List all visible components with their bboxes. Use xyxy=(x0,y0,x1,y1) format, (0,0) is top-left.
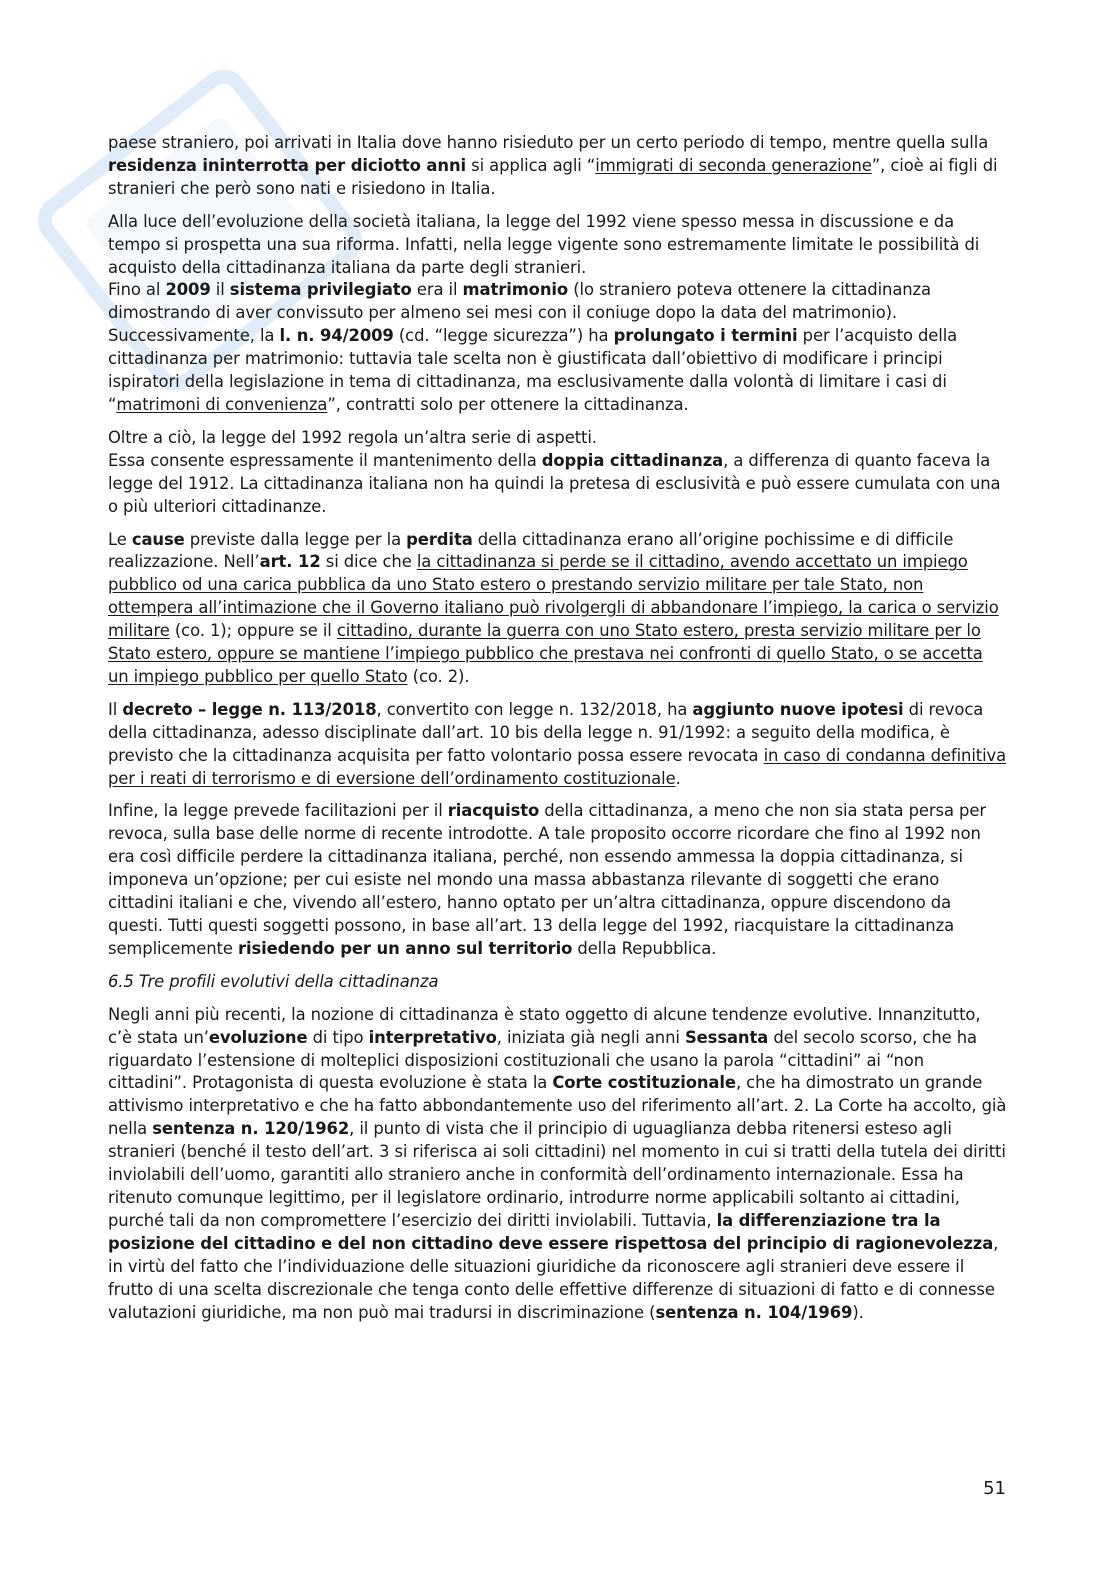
paragraph-p8 xyxy=(108,800,1008,960)
paragraph-p9 xyxy=(108,1004,1008,1325)
text-run: Corte costituzionale xyxy=(552,1073,736,1093)
text-run: Essa consente espressamente il mantenimento della xyxy=(108,450,542,470)
paragraph-p5 xyxy=(108,450,1008,519)
text-run: Infine, la legge prevede facilitazioni per il xyxy=(108,801,448,821)
text-run: art. 12 xyxy=(259,552,321,572)
text-run: , convertito con legge n. 132/2018, ha xyxy=(376,699,693,719)
text-run: , a differenza di quanto faceva la legge del 1912. La cittadinanza italiana non ha quindi la pretesa di esclusività e può essere cumulata con una o più ulteriori cittadinanze. xyxy=(108,450,1001,516)
text-run: aggiunto nuove ipotesi xyxy=(692,699,904,719)
text-run: decreto – legge n. 113/2018 xyxy=(122,699,377,719)
text-run: matrimonio xyxy=(462,280,569,300)
text-run: Oltre a ciò, la legge del 1992 regola un’altra serie di aspetti. xyxy=(108,427,597,447)
text-run: risiedendo per un anno sul territorio xyxy=(237,938,573,958)
text-run: Negli anni più recenti, la nozione di cittadinanza è stato oggetto di alcune tendenze evolutive. Innanzitutto, c’è stata un’ xyxy=(108,1004,981,1047)
paragraph-p1 xyxy=(108,132,1008,201)
text-run: di revoca della cittadinanza, adesso disciplinate dall’art. 10 bis della legge n. 91/1992: a seguito della modifica, è previsto che la cittadinanza acquisita per fatto volontario possa essere revocata xyxy=(108,699,984,765)
text-run: paese straniero, poi arrivati in Italia dove hanno risieduto per un certo periodo di tempo, mentre quella sulla xyxy=(108,133,989,152)
paragraph-list xyxy=(108,132,1008,961)
text-run: Fino al xyxy=(108,280,166,300)
text-run: (co. 2). xyxy=(407,666,470,686)
text-run: l. n. 94/2009 xyxy=(279,326,394,346)
paragraph-p6 xyxy=(108,529,1008,689)
text-run: residenza ininterrotta per diciotto anni xyxy=(108,155,467,175)
text-run: interpretativo xyxy=(368,1027,497,1047)
text-run: ”, contratti solo per ottenere la cittadinanza. xyxy=(327,394,689,414)
text-run: , in virtù del fatto che l’individuazione delle situazioni giuridiche da riconoscere agli stranieri deve essere il frutto di una scelta discrezionale che tenga conto delle effettive differenze di situazioni di fatto e di connesse valutazioni giuridiche, ma non può mai tradursi in discriminazione ( xyxy=(108,1233,999,1322)
page-number: 51 xyxy=(983,1478,1006,1499)
text-run: ”, cioè ai figli di stranieri che però sono nati e risiedono in Italia. xyxy=(108,155,998,198)
text-run: si dice che xyxy=(320,552,417,572)
text-run: , iniziata già negli anni xyxy=(496,1027,685,1047)
text-run: della cittadinanza erano all’origine pochissime e di difficile realizzazione. Nell’ xyxy=(108,529,954,572)
text-run: si applica agli “ xyxy=(466,155,596,175)
text-run: 2009 xyxy=(165,280,211,300)
section-heading: 6.5 Tre profili evolutivi della cittadinanza xyxy=(108,971,439,991)
text-run: perdita xyxy=(406,529,473,549)
paragraph-p2 xyxy=(108,211,1008,280)
text-run: ). xyxy=(852,1302,864,1322)
text-run: sentenza n. 120/1962 xyxy=(152,1119,350,1139)
text-run: della cittadinanza, a meno che non sia stata persa per revoca, sulla base delle norme di recente introdotte. A tale proposito occorre ricordare che fino al 1992 non era così difficile perdere la cittadinanza italiana, perché, non essendo ammessa la doppia cittadinanza, si imponeva un’opzione; per cui esiste nel mondo una massa abbastanza rilevante di soggetti che erano cittadini italiani e che, vivendo all’estero, hanno optato per un’altra cittadinanza, oppure discendono da questi. Tutti questi soggetti possono, in base all’art. 13 della legge del 1992, riacquistare la cittadinanza semplicemente xyxy=(108,801,986,958)
paragraph-p4 xyxy=(108,427,1008,450)
text-run: la cittadinanza si perde se il cittadino, avendo accettato un impiego pubblico od una carica pubblica da uno Stato estero o prestando servizio militare per tale Stato, non ottempera all’intimazione che il Governo italiano può rivolgergli di abbandonare l’impiego, la carica o servizio militare xyxy=(108,552,999,641)
text-run: doppia cittadinanza xyxy=(541,450,724,470)
text-run: era il xyxy=(411,280,463,300)
text-run: previste dalla legge per la xyxy=(184,529,407,549)
text-run: in caso di condanna definitiva per i reati di terrorismo e di eversione dell’ordinamento costituzionale xyxy=(108,745,1007,788)
text-run: (lo straniero poteva ottenere la cittadinanza dimostrando di aver convissuto per almeno sei mesi con il coniuge dopo la data del matrimonio). Successivamente, la xyxy=(108,280,932,346)
text-run: cause xyxy=(131,529,185,549)
text-run: , che ha dimostrato un grande attivismo interpretativo e che ha fatto abbondantemente uso del riferimento all’art. 2. La Corte ha accolto, già nella xyxy=(108,1073,1007,1139)
text-run: il xyxy=(210,280,230,300)
text-run: la differenziazione tra la posizione del cittadino e del non cittadino deve essere rispettosa del principio di ragionevolezza xyxy=(108,1210,994,1253)
text-run: immigrati di seconda generazione xyxy=(595,155,872,175)
text-run: sistema privilegiato xyxy=(229,280,412,300)
text-run: prolungato i termini xyxy=(613,326,798,346)
text-run: , il punto di vista che il principio di uguaglianza debba ritenersi esteso agli stranieri (benché il testo dell’art. 3 si riferisca ai soli cittadini) nel momento in cui si tratti della tutela dei diritti inviolabili dell’uomo, garantiti allo straniero anche in conformità dell’ordinamento internazionale. Essa ha ritenuto comunque legittimo, per il legislatore ordinario, introdurre norme applicabili soltanto ai cittadini, purché tali da non compromettere l’esercizio dei diritti inviolabili. Tuttavia, xyxy=(108,1119,1006,1230)
text-run: sentenza n. 104/1969 xyxy=(655,1302,853,1322)
paragraph-p7 xyxy=(108,699,1008,791)
text-run: cittadino, durante la guerra con uno Stato estero, presta servizio militare per lo Stato estero, oppure se mantiene l’impiego pubblico che prestava nei confronti di quello Stato, o se accetta un impiego pubblico per quello Stato xyxy=(108,621,983,686)
text-run: . xyxy=(675,768,681,788)
text-run: (cd. “legge sicurezza”) ha xyxy=(393,326,614,346)
final-section xyxy=(108,1004,1008,1325)
text-run: della Repubblica. xyxy=(572,938,717,958)
text-run: riacquisto xyxy=(447,801,540,821)
text-run: Le xyxy=(108,529,132,549)
text-run: Sessanta xyxy=(684,1027,769,1047)
text-run: Il xyxy=(108,699,123,719)
text-run: di tipo xyxy=(307,1027,369,1047)
text-run: del secolo scorso, che ha riguardato l’estensione di molteplici disposizioni costituzionali che usano la parola “cittadini” ai “non cittadini”. Protagonista di questa evoluzione è stata la xyxy=(108,1027,977,1093)
document-body xyxy=(108,132,1008,1334)
text-run: per l’acquisto della cittadinanza per matrimonio: tuttavia tale scelta non è giustificata dall’obiettivo di modificare i principi ispiratori della legislazione in tema di cittadinanza, ma esclusivamente dalla volontà di limitare i casi di “ xyxy=(108,326,958,414)
paragraph-p3 xyxy=(108,279,1008,416)
text-run: Alla luce dell’evoluzione della società italiana, la legge del 1992 viene spesso messa in discussione e da tempo si prospetta una sua riforma. Infatti, nella legge vigente sono estremamente limitate le possibilità di acquisto della cittadinanza italiana da parte degli stranieri. xyxy=(108,211,980,277)
text-run: evoluzione xyxy=(208,1027,308,1047)
text-run: (co. 1); oppure se il xyxy=(169,621,337,641)
text-run: matrimoni di convenienza xyxy=(116,394,328,414)
